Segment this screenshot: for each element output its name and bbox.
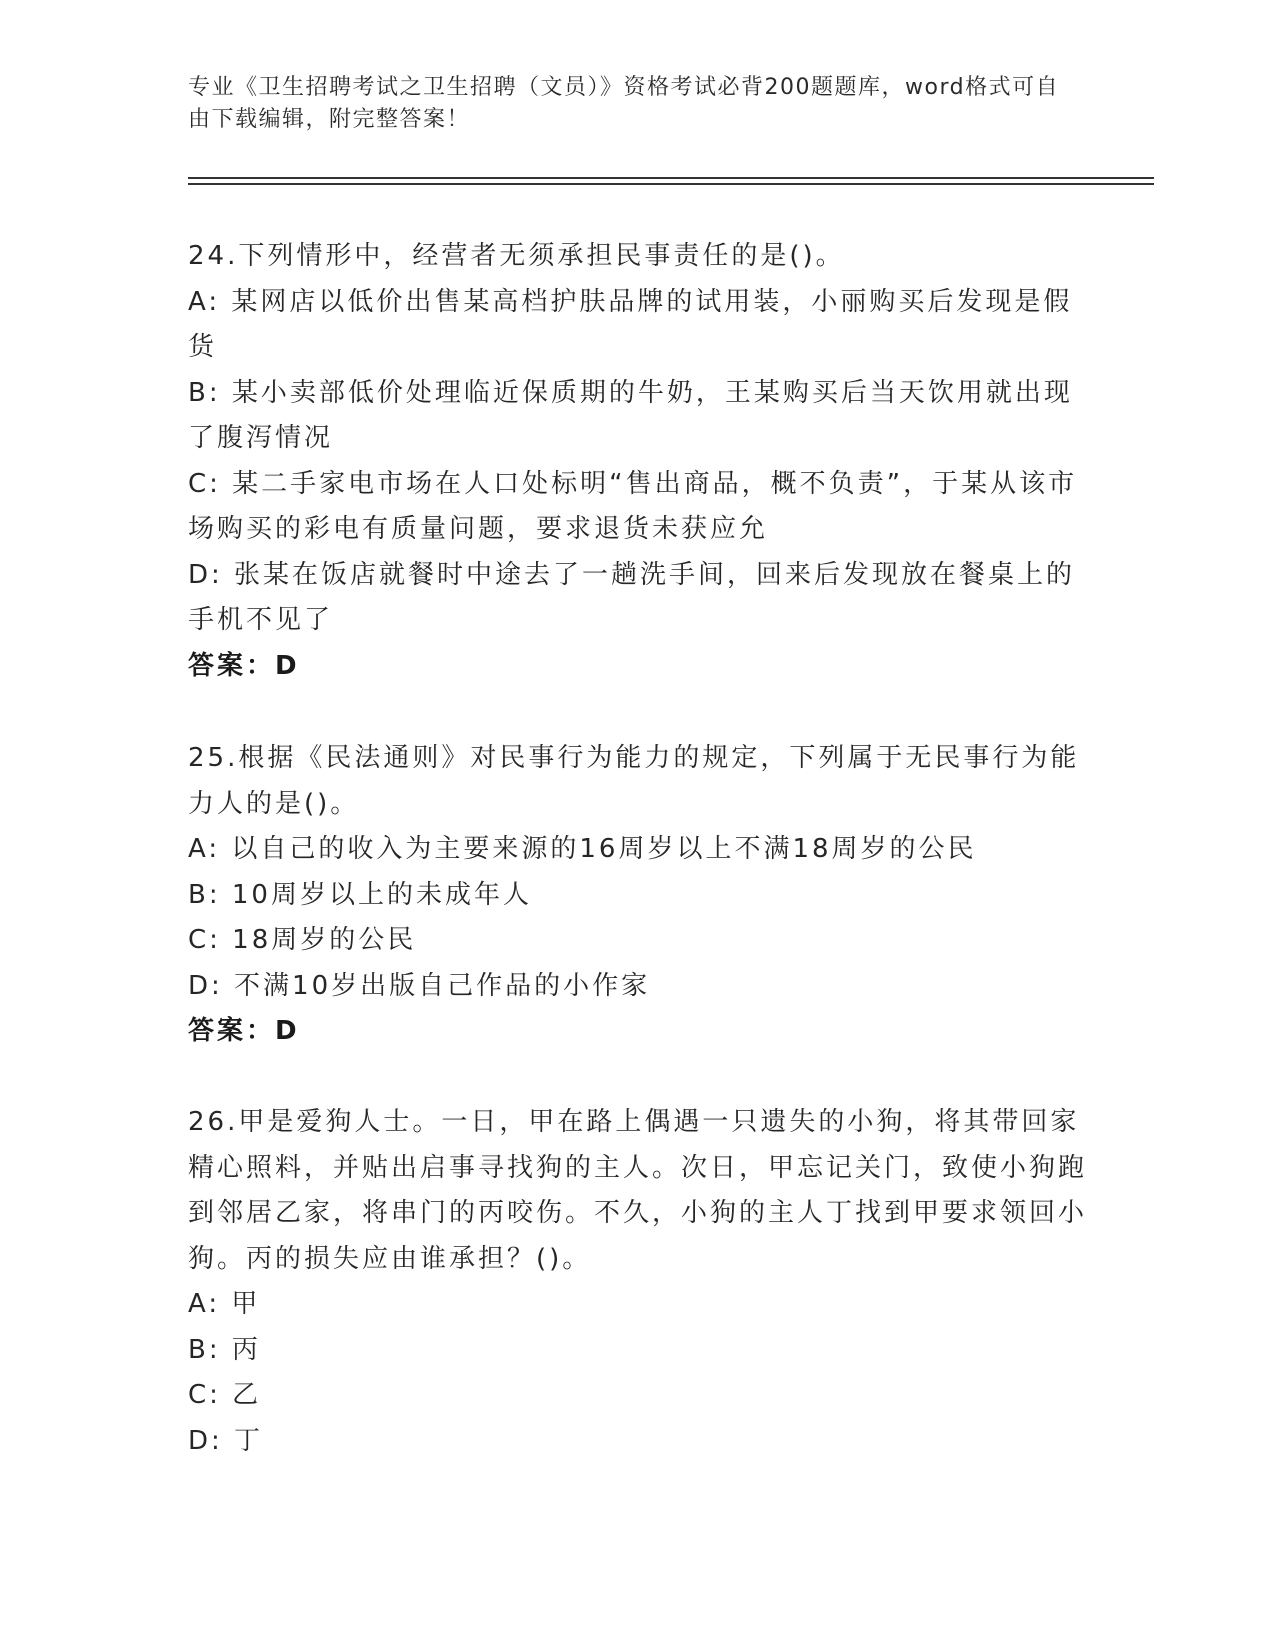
document-header: 专业《卫生招聘考试之卫生招聘（文员）》资格考试必背200题题库，word格式可自由下载编辑，附完整答案！ [188,75,1060,132]
option-c: C: 某二手家电市场在人口处标明“售出商品，概不负责”，于某从该市场购买的彩电有质量问题，要求退货未获应允 [188,468,1078,544]
answer: 答案：D [188,1016,300,1046]
option-d: D: 不满10岁出版自己作品的小作家 [188,970,651,1001]
question-stem: 24.下列情形中，经营者无须承担民事责任的是()。 [188,241,845,271]
question-26 [188,1100,1088,1464]
option-b: B: 丙 [188,1334,261,1365]
option-a: A: 以自己的收入为主要来源的16周岁以上不满18周岁的公民 [188,834,977,864]
header-divider-top [188,177,1154,179]
answer: 答案：D [188,650,300,681]
question-stem: 25.根据《民法通则》对民事行为能力的规定，下列属于无民事行为能力人的是()。 [188,743,1080,819]
option-c: C: 乙 [188,1380,262,1410]
option-c: C: 18周岁的公民 [188,925,417,955]
option-d: D: 张某在饭店就餐时中途去了一趟洗手间，回来后发现放在餐桌上的手机不见了 [188,559,1076,635]
question-24 [188,234,1088,689]
option-b: B: 10周岁以上的未成年人 [188,879,532,910]
question-stem: 26.甲是爱狗人士。一日，甲在路上偶遇一只遗失的小狗，将其带回家精心照料，并贴出启事寻找狗的主人。次日，甲忘记关门，致使小狗跑到邻居乙家，将串门的丙咬伤。不久，小狗的主人丁找到甲要求领回小狗。丙的损失应由谁承担？()。 [188,1107,1088,1274]
question-25 [188,736,1088,1055]
option-b: B: 某小卖部低价处理临近保质期的牛奶，王某购买后当天饮用就出现了腹泻情况 [188,377,1073,453]
option-a: A: 甲 [188,1289,261,1319]
option-a: A: 某网店以低价出售某高档护肤品牌的试用装，小丽购买后发现是假货 [188,286,1073,362]
option-d: D: 丁 [188,1425,264,1456]
header-divider-bottom [188,183,1154,185]
